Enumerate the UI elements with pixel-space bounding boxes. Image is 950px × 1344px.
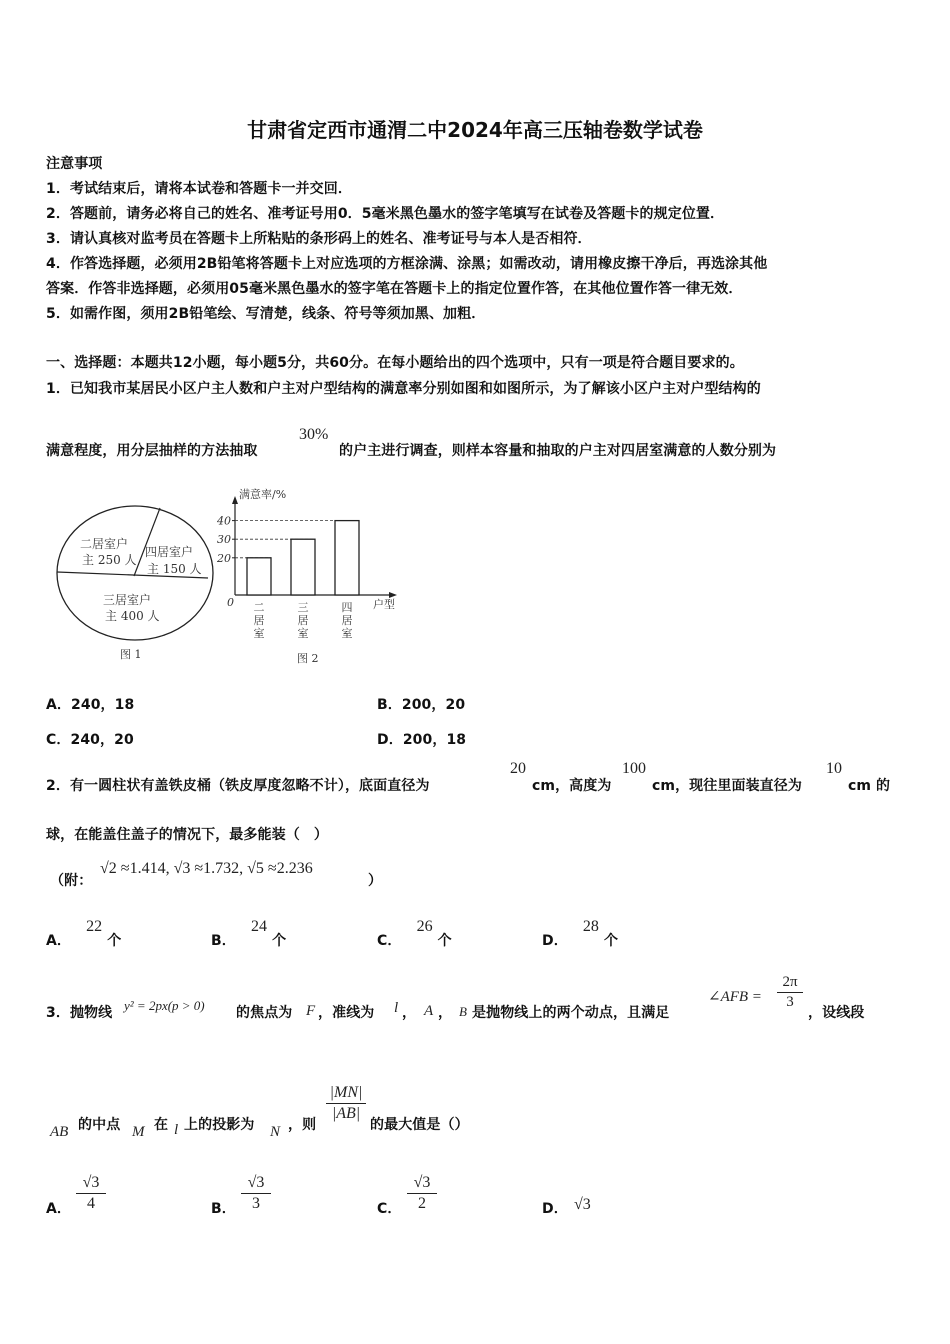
q3-ratio-den: |AB|: [331, 1105, 361, 1122]
notice-heading: 注意事项: [46, 156, 103, 172]
q3-stem-h: 的中点: [78, 1117, 121, 1133]
q2-note-open: （附：: [50, 873, 93, 889]
q2-option-a-unit: 个: [107, 933, 122, 949]
x-tick-label-二居室-0: 二: [253, 601, 265, 614]
q2-option-c-value: 26: [416, 918, 433, 935]
q2-stem-a: 2．有一圆柱状有盖铁皮桶（铁皮厚度忽略不计），底面直径为: [46, 778, 430, 794]
q3-segment-ab: AB: [50, 1124, 69, 1140]
x-tick-label-二居室-1: 居: [253, 614, 265, 627]
q3-stem-l: 的最大值是（）: [370, 1117, 469, 1133]
q3-angle-fraction: [777, 974, 803, 1011]
q3-stem-i: 在: [154, 1117, 169, 1133]
q3-option-a-label[interactable]: A．: [46, 1201, 72, 1217]
q2-option-b-label: B．: [211, 933, 236, 949]
q3-stem-b: 的焦点为: [236, 1005, 293, 1021]
q2-option-a-label: A．: [46, 933, 72, 949]
x-tick-label-三居室-1: 居: [297, 614, 309, 627]
q3-stem-a: 3．抛物线: [46, 1005, 113, 1021]
q1-stem-line1: 1．已知我市某居民小区户主人数和户主对户型结构的满意率分别如图和如图所示，为了解该小区户主对户型结构的: [46, 381, 761, 397]
notice-item-2: 2．答题前，请务必将自己的姓名、准考证号用0．5毫米黑色墨水的签字笔填写在试卷及答题卡的规定位置．: [46, 206, 725, 222]
q3-option-d-label[interactable]: D．: [542, 1201, 568, 1217]
notice-item-5: 5．如需作图，须用2B铅笔绘、写清楚，线条、符号等须加黑、加粗．: [46, 306, 486, 322]
seg3-label-a: 三居室户: [103, 593, 152, 607]
bar-二居室: [247, 558, 271, 595]
q3-ratio-num: |MN|: [329, 1084, 363, 1101]
q3-stem-e: ，: [438, 1005, 453, 1021]
q3-option-c-num: √3: [413, 1174, 431, 1191]
x-tick-label-四居室-1: 居: [341, 614, 353, 627]
notice-item-1: 1．考试结束后，请将本试卷和答题卡一并交回．: [46, 181, 352, 197]
q1-stem-line2b: 的户主进行调查，则样本容量和抽取的户主对四居室满意的人数分别为: [339, 443, 777, 459]
x-tick-label-三居室-2: 室: [297, 627, 309, 640]
q2-option-b-unit: 个: [272, 933, 287, 949]
q2-option-a-value: 22: [86, 918, 103, 935]
q3-line-l: l: [174, 1122, 179, 1138]
q1-option-b[interactable]: B．200，20: [377, 697, 466, 713]
seg2-label-b: 主 150 人: [147, 562, 202, 576]
y-axis-arrow: [232, 496, 238, 504]
q2-stem-d: cm 的: [848, 778, 891, 794]
figure-1-pie: [50, 500, 220, 670]
q3-stem-g: ，设线段: [808, 1005, 865, 1021]
q3-option-d-value[interactable]: √3: [574, 1196, 591, 1213]
q3-ratio-fraction: [326, 1084, 366, 1123]
q2-stem-c: cm，现往里面装直径为: [652, 778, 802, 794]
q1-stem-line2a: 满意程度，用分层抽样的方法抽取: [46, 443, 258, 459]
q2-option-c[interactable]: [377, 916, 452, 949]
y-axis-label: 满意率/%: [239, 488, 287, 501]
q3-point-a: A: [424, 1003, 434, 1019]
q3-option-c-den: 2: [418, 1195, 426, 1212]
q3-stem-j: 上的投影为: [184, 1117, 255, 1133]
q1-option-c[interactable]: C．240，20: [46, 732, 134, 748]
seg2-label-a: 四居室户: [145, 545, 194, 559]
q2-option-c-unit: 个: [437, 933, 452, 949]
q2-option-b-value: 24: [250, 918, 267, 935]
q2-diameter: 20: [510, 760, 526, 777]
q3-stem-f: 是抛物线上的两个动点，且满足: [472, 1005, 670, 1021]
q2-option-b[interactable]: [211, 916, 287, 949]
q2-option-c-label: C．: [377, 933, 402, 949]
q3-angle-num: 2π: [782, 974, 798, 990]
q3-focus-f: F: [306, 1003, 316, 1019]
bar-四居室: [335, 521, 359, 595]
q3-option-b-den: 3: [252, 1195, 260, 1212]
q2-option-d[interactable]: [542, 916, 619, 949]
q1-option-d[interactable]: D．200，18: [377, 732, 467, 748]
x-tick-label-四居室-0: 四: [341, 601, 353, 614]
figure-1-caption: 图 1: [120, 648, 142, 661]
fraction-bar: [777, 992, 803, 993]
q3-point-b: B: [459, 1004, 467, 1019]
q3-stem-c: ，准线为: [318, 1005, 375, 1021]
figure-2-caption: 图 2: [297, 652, 319, 665]
q2-stem-line2: 球，在能盖住盖子的情况下，最多能装（ ）: [46, 827, 328, 843]
q2-note-close: ）: [368, 873, 383, 889]
q1-option-a[interactable]: A．240，18: [46, 697, 135, 713]
fraction-bar: [241, 1193, 271, 1194]
q2-option-d-unit: 个: [604, 933, 619, 949]
x-tick-label-二居室-2: 室: [253, 627, 265, 640]
fraction-bar: [407, 1193, 437, 1194]
q3-angle-afb: ∠AFB =: [708, 989, 762, 1005]
y-tick-label-20: 20: [217, 551, 231, 565]
y-tick-label-30: 30: [217, 533, 231, 547]
x-axis-label: 户型: [373, 598, 395, 611]
q1-percent: 30%: [299, 426, 329, 443]
q3-option-a[interactable]: [76, 1174, 106, 1213]
q3-option-a-num: √3: [82, 1174, 100, 1191]
q3-stem-d: ，: [402, 1005, 417, 1021]
q2-height: 100: [622, 760, 646, 777]
q2-stem-b: cm，高度为: [532, 778, 612, 794]
notice-item-4b: 答案．作答非选择题，必须用05毫米黑色墨水的签字笔在答题卡上的指定位置作答，在其他位置作答一律无效．: [46, 281, 743, 297]
q3-stem-k: ，则: [288, 1117, 317, 1133]
q3-projection-n: N: [270, 1124, 281, 1140]
notice-item-4: 4．作答选择题，必须用2B铅笔将答题卡上对应选项的方框涂满、涂黑；如需改动，请用橡皮擦干净后，再选涂其他: [46, 256, 768, 272]
q3-option-a-den: 4: [87, 1195, 95, 1212]
q3-option-c[interactable]: [407, 1174, 437, 1213]
seg1-label-a: 二居室户: [80, 537, 129, 551]
q3-option-b-label[interactable]: B．: [211, 1201, 236, 1217]
q3-angle-den: 3: [786, 994, 794, 1010]
q3-option-b-num: √3: [247, 1174, 265, 1191]
q3-midpoint-m: M: [132, 1124, 145, 1140]
page-title: 甘肃省定西市通渭二中2024年高三压轴卷数学试卷: [247, 118, 703, 142]
q3-parabola-eq: y² = 2px(p > 0): [124, 998, 205, 1013]
section-heading: 一、选择题：本题共12小题，每小题5分，共60分。在每小题给出的四个选项中，只有一项是符合题目要求的。: [46, 355, 744, 371]
q2-ball-diameter: 10: [826, 760, 842, 777]
q2-option-a[interactable]: [46, 916, 122, 949]
bar-三居室: [291, 539, 315, 595]
seg1-label-b: 主 250 人: [82, 553, 137, 567]
figure-2-bar-chart: [215, 482, 415, 672]
q2-option-d-label: D．: [542, 933, 568, 949]
y-tick-label-40: 40: [217, 514, 231, 528]
origin-label: 0: [227, 596, 234, 609]
fraction-bar: [76, 1193, 106, 1194]
notice-item-3: 3．请认真核对监考员在答题卡上所粘贴的条形码上的姓名、准考证号与本人是否相符．: [46, 231, 592, 247]
q3-option-c-label[interactable]: C．: [377, 1201, 402, 1217]
x-tick-label-三居室-0: 三: [297, 601, 309, 614]
q3-directrix-l: l: [394, 1000, 399, 1016]
x-tick-label-四居室-2: 室: [341, 627, 353, 640]
q2-option-d-value: 28: [582, 918, 599, 935]
fraction-bar: [326, 1103, 366, 1104]
q2-note-math: √2 ≈1.414, √3 ≈1.732, √5 ≈2.236: [100, 860, 313, 877]
seg3-label-b: 主 400 人: [105, 609, 160, 623]
q3-option-b[interactable]: [241, 1174, 271, 1213]
